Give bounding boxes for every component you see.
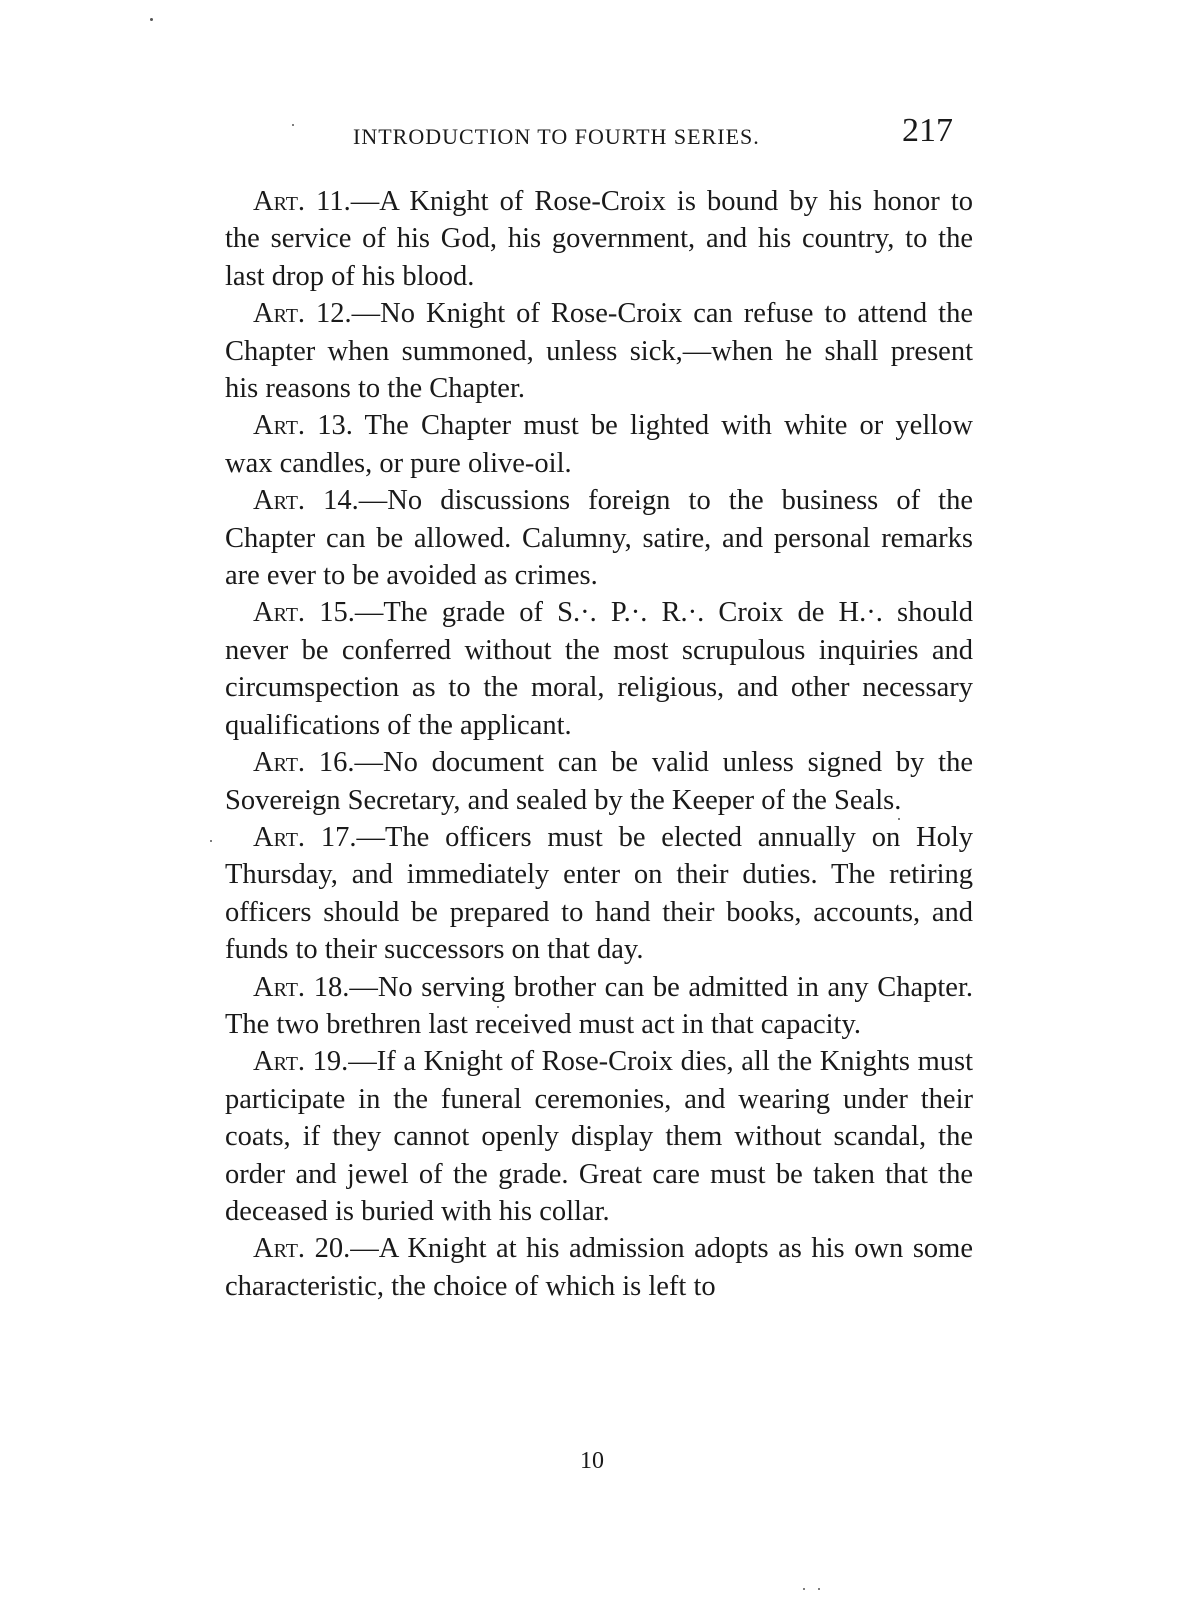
- article-12: [225, 295, 973, 407]
- article-label: Art.: [253, 1233, 306, 1265]
- article-number: 14.: [323, 485, 359, 517]
- print-speck: [292, 124, 294, 126]
- article-20: [225, 1230, 973, 1305]
- article-number: 19.: [312, 1046, 349, 1078]
- article-label: Art.: [253, 298, 306, 330]
- article-number: 13.: [317, 410, 353, 442]
- article-number: 12.: [316, 298, 352, 330]
- article-label: Art.: [253, 186, 306, 217]
- article-14: [225, 482, 973, 594]
- article-text: —A Knight of Rose-Croix is bound by his honor to the service of his God, his government, and his country, to the last drop of his blood.: [225, 186, 973, 292]
- print-speck: [150, 18, 153, 21]
- article-text: —The officers must be elected annually on Holy Thursday, and immediately enter on their duties. The retiring officers should be prepared to hand their books, accounts, and funds to their successors on that day.: [225, 821, 973, 966]
- article-15: [225, 594, 973, 744]
- articles-body: [225, 183, 973, 1305]
- page-number: 217: [902, 112, 953, 149]
- page-header: [225, 112, 965, 162]
- article-11: [225, 183, 973, 295]
- print-speck: [210, 840, 212, 842]
- article-16: [225, 744, 973, 819]
- signature-number: 10: [580, 1448, 604, 1474]
- article-text: —A Knight at his admission adopts as his own some characteristic, the choice of which is left to: [225, 1233, 973, 1302]
- signature-mark: [0, 1448, 1200, 1475]
- article-17: [225, 819, 973, 969]
- article-text: —No serving brother can be admitted in any Chapter. The two brethren last received must act in that capacity.: [225, 971, 974, 1040]
- running-head: INTRODUCTION TO FOURTH SERIES.: [353, 124, 760, 149]
- print-speck: [818, 1588, 820, 1590]
- article-label: Art.: [253, 747, 306, 779]
- article-text: —If a Knight of Rose-Croix dies, all the Knights must participate in the funeral ceremonies, and wearing under their coats, if they cannot openly display them without scandal, the order and jewel of the grade. Great care must be taken that the deceased is buried with his collar.: [225, 1046, 974, 1227]
- article-label: Art.: [253, 410, 306, 442]
- article-number: 20.: [314, 1233, 351, 1265]
- article-text: —No document can be valid unless signed by the Sovereign Secretary, and sealed by the Keeper of the Seals.: [225, 747, 973, 816]
- article-label: Art.: [253, 597, 306, 629]
- article-label: Art.: [253, 1046, 306, 1078]
- article-label: Art.: [253, 971, 306, 1003]
- print-speck: [497, 1006, 499, 1008]
- article-18: [225, 969, 973, 1044]
- article-number: 16.: [318, 747, 355, 779]
- article-19: [225, 1043, 973, 1230]
- article-text: —No Knight of Rose-Croix can refuse to attend the Chapter when summoned, unless sick,—when he shall present his reasons to the Chapter.: [225, 298, 973, 405]
- print-speck: [803, 1588, 805, 1590]
- article-number: 18.: [313, 971, 350, 1003]
- article-label: Art.: [253, 485, 306, 517]
- article-text: —The grade of S.·. P.·. R.·. Croix de H.·. should never be conferred without the most scrupulous inquiries and circumspection as to the moral, religious, and other necessary qualifications of the applicant.: [225, 597, 973, 741]
- article-number: 15.: [319, 597, 355, 629]
- article-text: The Chapter must be lighted with white or yellow wax candles, or pure olive-oil.: [225, 410, 973, 479]
- article-number: 17.: [320, 821, 357, 853]
- print-speck: [898, 818, 900, 820]
- article-number: 11.: [316, 186, 351, 217]
- article-text: —No discussions foreign to the business of the Chapter can be allowed. Calumny, satire, and personal remarks are ever to be avoided as crimes.: [225, 485, 973, 592]
- article-label: Art.: [253, 821, 306, 853]
- article-13: [225, 407, 973, 482]
